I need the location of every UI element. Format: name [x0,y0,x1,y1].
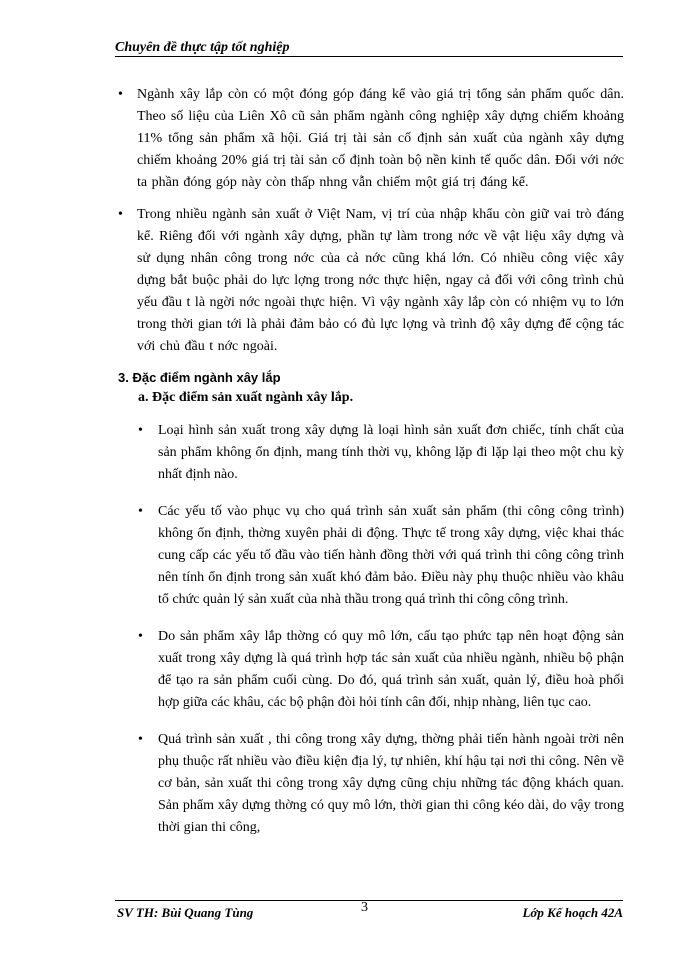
list-item [138,626,624,714]
list-item [138,729,624,839]
subsection-title: a. Đặc điểm sản xuất ngành xây lắp. [138,390,354,405]
footer-author: SV TH: Bùi Quang Tùng [117,905,254,920]
paragraph-text: Loại hình sản xuất trong xây dựng là loại hình sản xuất đơn chiếc, tính chất của sản phẩm không ổn định, mang tính thời vụ, không lặp đi lặp lại theo một chu kỳ nhất định nào. [158,423,624,482]
bullet-icon: • [138,504,143,519]
paragraph-text: Do sản phẩm xây lắp thờng có quy mô lớn, cấu tạo phức tạp nên hoạt động sản xuất trong xây dựng là quá trình hợp tác sản xuất của nhiều ngành, nhiều bộ phận để tạo ra sản phẩm cuối cùng. Do đó, quá trình sản xuất, quản lý, điều hoà phối hợp giữa các khâu, các bộ phận đòi hỏi tính cân đối, nhịp nhàng, liên tục cao. [158,629,624,710]
list-item [138,501,624,611]
paragraph-text: Các yếu tố vào phục vụ cho quá trình sản xuất sản phẩm (thi công công trình) không ổn định, thờng xuyên phải di động. Thực tế trong xây dựng, việc khai thác cung cấp các yếu tố đầu vào tiến hành đồng thời với quá trình thi công công trình nên tính ổn định trong sản xuất khó đảm bảo. Điều này phụ thuộc nhiều vào khâu tổ chức quản lý sản xuất của nhà thầu trong quá trình thi công công trình. [158,504,624,607]
header-title: Chuyên đề thực tập tốt nghiệp [115,40,290,55]
list-item [138,420,624,486]
bullet-icon: • [138,629,143,644]
bullet-icon: • [138,423,143,438]
list-item [118,204,624,358]
page-footer [115,900,623,920]
footer-class: Lớp Kế hoạch 42A [522,905,623,920]
bullet-icon: • [118,207,123,222]
page-number: 3 [361,900,368,915]
paragraph-text: Trong nhiều ngành sản xuất ở Việt Nam, vị trí của nhập khẩu còn giữ vai trò đáng kể. Riêng đối với ngành xây dựng, phần tự làm trong nớc về vật liệu xây dựng và sử dụng nhân công trong nớc của cả nớc cũng khá lớn. Có nhiều công việc xây dựng bắt buộc phải do lực lợng trong nớc thực hiện, ngay cả đối với công trình chủ yếu đầu t là ngời nớc ngoài thực hiện. Vì vậy ngành xây lắp còn có nhiệm vụ to lớn trong thời gian tới là phải đảm bảo có đủ lực lợng và trình độ xây dựng để cộng tác với chủ đầu t nớc ngoài. [137,207,624,354]
paragraph-text: Quá trình sản xuất , thi công trong xây dựng, thờng phải tiến hành ngoài trời nên phụ thuộc rất nhiều vào điều kiện địa lý, tự nhiên, khí hậu tại nơi thi công. Nên về cơ bản, sản xuất thi công trong xây dựng cũng chịu những tác động khách quan. Sản phẩm xây dựng thờng có quy mô lớn, thời gian thi công kéo dài, do vậy trong thời gian thi công, [158,732,624,835]
paragraph-text: Ngành xây lắp còn có một đóng góp đáng kể vào giá trị tổng sản phẩm quốc dân. Theo số liệu của Liên Xô cũ sản phẩm ngành công nghiệp xây dựng chiếm khoảng 11% tổng sản phẩm xã hội. Giá trị tài sản cố định sản xuất của ngành xây dựng chiếm khoảng 20% giá trị tài sản cố định toàn bộ nền kinh tế quốc dân. Đối với nớc ta phần đóng góp này còn thấp nhng vẫn chiếm một giá trị đáng kể. [137,87,624,190]
section-title: 3. Đặc điểm ngành xây lắp [118,370,281,385]
bullet-icon: • [118,87,123,102]
list-item [118,84,624,194]
page-content [118,84,624,854]
page-header [115,40,623,57]
bullet-icon: • [138,732,143,747]
